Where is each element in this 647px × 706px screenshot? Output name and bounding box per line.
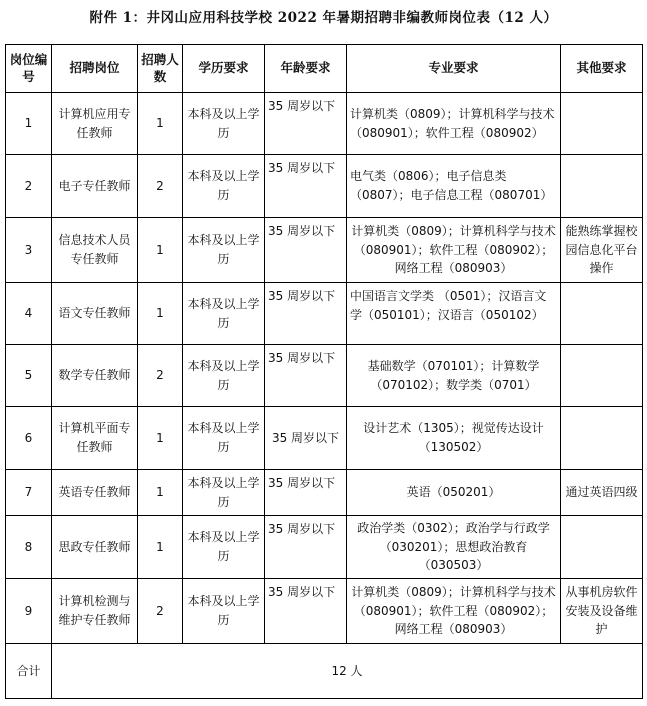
cell-position: 计算机平面专任教师 — [52, 407, 138, 470]
cell-major: 设计艺术（1305）；视觉传达设计（130502） — [347, 407, 561, 470]
cell-age: 35 周岁以下 — [265, 345, 347, 407]
total-row — [6, 644, 643, 699]
cell-education: 本科及以上学历 — [183, 470, 265, 516]
table-row — [6, 345, 643, 407]
header-age: 年龄要求 — [265, 45, 347, 93]
cell-id: 2 — [6, 155, 52, 218]
cell-age: 35 周岁以下 — [265, 407, 347, 470]
header-id: 岗位编号 — [6, 45, 52, 93]
cell-id: 6 — [6, 407, 52, 470]
cell-education: 本科及以上学历 — [183, 345, 265, 407]
cell-position: 计算机检测与维护专任教师 — [52, 579, 138, 644]
cell-age: 35 周岁以下 — [265, 93, 347, 155]
cell-count: 1 — [138, 516, 183, 579]
cell-count: 1 — [138, 470, 183, 516]
cell-major: 中国语言文学类 （0501）；汉语言文学（050101）；汉语言（050102） — [347, 283, 561, 345]
cell-major: 计算机类（0809）；计算机科学与技术（080901）；软件工程（080902）；网络工程（080903） — [347, 579, 561, 644]
cell-other — [561, 93, 643, 155]
table-row — [6, 218, 643, 283]
cell-position: 思政专任教师 — [52, 516, 138, 579]
cell-age: 35 周岁以下 — [265, 516, 347, 579]
cell-major: 计算机类（0809）；计算机科学与技术（080901）；软件工程（080902）；网络工程（080903） — [347, 218, 561, 283]
header-count: 招聘人数 — [138, 45, 183, 93]
table-header-row — [6, 45, 643, 93]
cell-other: 从事机房软件安装及设备维护 — [561, 579, 643, 644]
cell-position: 计算机应用专任教师 — [52, 93, 138, 155]
cell-id: 3 — [6, 218, 52, 283]
cell-other — [561, 345, 643, 407]
cell-id: 5 — [6, 345, 52, 407]
cell-major: 电气类（0806）；电子信息类（0807）；电子信息工程（080701） — [347, 155, 561, 218]
cell-age: 35 周岁以下 — [265, 470, 347, 516]
cell-major: 基础数学（070101）；计算数学（070102）；数学类（0701） — [347, 345, 561, 407]
cell-education: 本科及以上学历 — [183, 218, 265, 283]
cell-count: 1 — [138, 283, 183, 345]
table-row — [6, 283, 643, 345]
cell-position: 英语专任教师 — [52, 470, 138, 516]
cell-major: 计算机类（0809）；计算机科学与技术（080901）；软件工程（080902） — [347, 93, 561, 155]
cell-count: 2 — [138, 155, 183, 218]
header-education: 学历要求 — [183, 45, 265, 93]
cell-id: 1 — [6, 93, 52, 155]
cell-count: 2 — [138, 579, 183, 644]
cell-education: 本科及以上学历 — [183, 155, 265, 218]
cell-education: 本科及以上学历 — [183, 516, 265, 579]
cell-other — [561, 155, 643, 218]
cell-age: 35 周岁以下 — [265, 283, 347, 345]
cell-id: 8 — [6, 516, 52, 579]
cell-other: 能熟练掌握校园信息化平台操作 — [561, 218, 643, 283]
document-title: 附件 1：井冈山应用科技学校 2022 年暑期招聘非编教师岗位表（12 人） — [89, 10, 558, 26]
table-row — [6, 579, 643, 644]
cell-position: 电子专任教师 — [52, 155, 138, 218]
cell-id: 7 — [6, 470, 52, 516]
cell-major: 英语（050201） — [347, 470, 561, 516]
cell-count: 1 — [138, 218, 183, 283]
cell-id: 4 — [6, 283, 52, 345]
cell-count: 2 — [138, 345, 183, 407]
cell-position: 语文专任教师 — [52, 283, 138, 345]
cell-position: 信息技术人员专任教师 — [52, 218, 138, 283]
cell-age: 35 周岁以下 — [265, 218, 347, 283]
header-major: 专业要求 — [347, 45, 561, 93]
cell-other: 通过英语四级 — [561, 470, 643, 516]
cell-position: 数学专任教师 — [52, 345, 138, 407]
cell-age: 35 周岁以下 — [265, 579, 347, 644]
cell-education: 本科及以上学历 — [183, 283, 265, 345]
recruitment-table — [5, 44, 643, 699]
header-other: 其他要求 — [561, 45, 643, 93]
cell-count: 1 — [138, 407, 183, 470]
cell-other — [561, 407, 643, 470]
table-row — [6, 155, 643, 218]
table-row — [6, 407, 643, 470]
total-value: 12 人 — [52, 644, 643, 699]
cell-id: 9 — [6, 579, 52, 644]
cell-education: 本科及以上学历 — [183, 579, 265, 644]
cell-age: 35 周岁以下 — [265, 155, 347, 218]
header-position: 招聘岗位 — [52, 45, 138, 93]
table-row — [6, 470, 643, 516]
cell-other — [561, 516, 643, 579]
table-row — [6, 516, 643, 579]
cell-count: 1 — [138, 93, 183, 155]
cell-education: 本科及以上学历 — [183, 407, 265, 470]
cell-other — [561, 283, 643, 345]
cell-major: 政治学类（0302）；政治学与行政学（030201）；思想政治教育（030503） — [347, 516, 561, 579]
cell-education: 本科及以上学历 — [183, 93, 265, 155]
table-row — [6, 93, 643, 155]
total-label: 合计 — [6, 644, 52, 699]
